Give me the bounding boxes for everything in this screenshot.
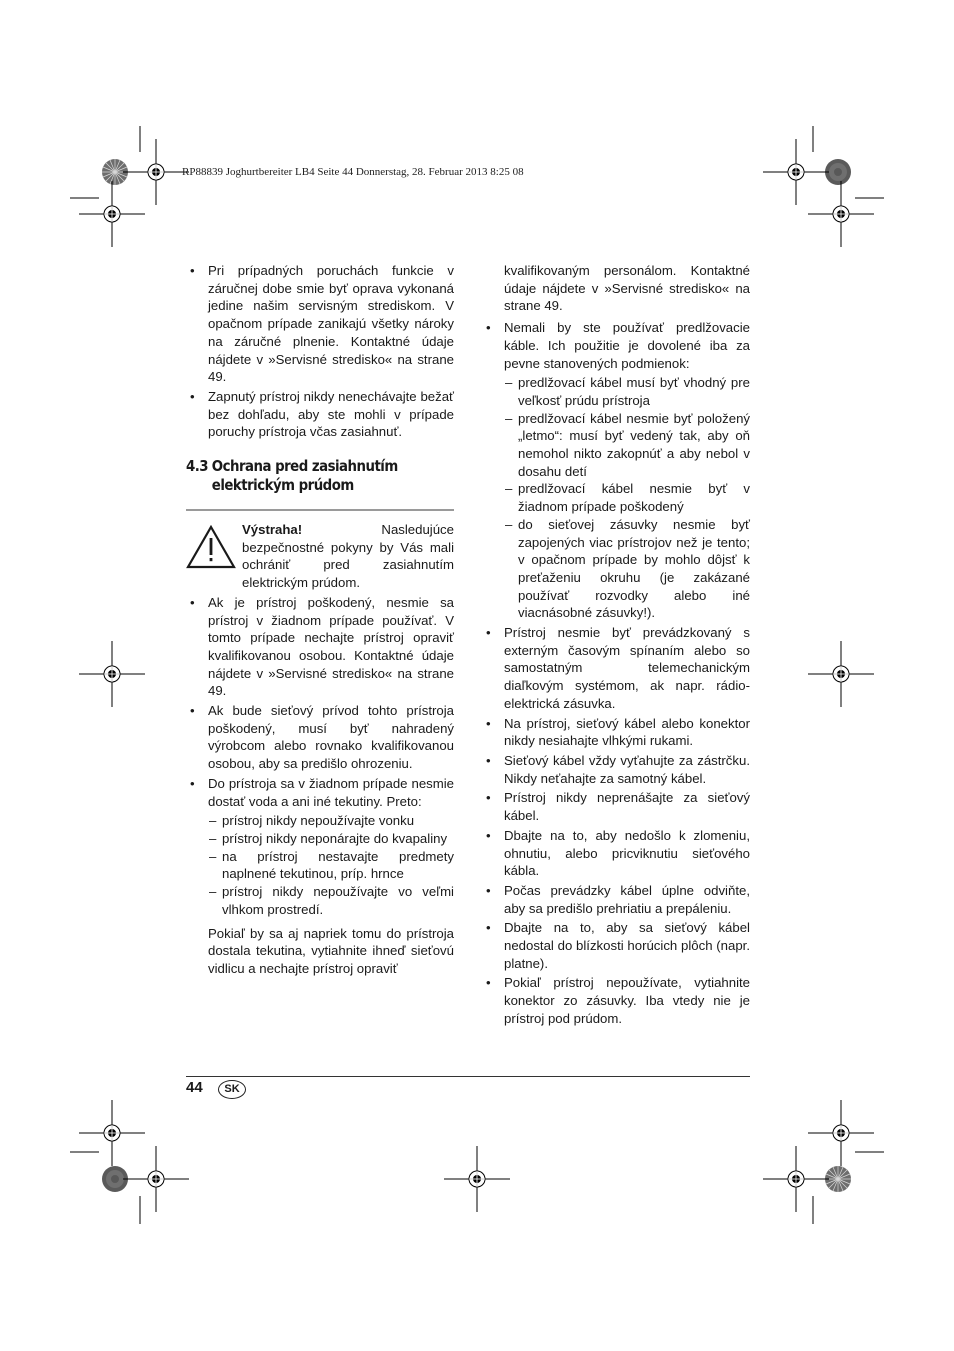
sub-list-item: – predlžovací kábel nesmie byť položený „letmo“: musí byť vedený tak, aby oň nemohol nikto zakopnúť a aby nebol v dosahu detí: [482, 410, 750, 481]
list-item: • Prístroj nikdy neprenášajte za sieťový kábel.: [482, 789, 750, 824]
list-item: • Počas prevádzky kábel úplne odviňte, aby sa predišlo prehriatiu a prepáleniu.: [482, 882, 750, 917]
right-column: [482, 262, 750, 1030]
list-item: • Prístroj nesmie byť prevádzkovaný s externým časovým spínaním alebo so samostatným telemechanickým diaľkovým systémom, ak napr. rádio-elektrická zásuvka.: [482, 624, 750, 713]
warning-box: [186, 521, 454, 592]
sub-list-item: – do sieťovej zásuvky nesmie byť zapojených viac prístrojov než je tento; v opačnom prípade by mohlo dôjsť k preťaženiu okruhu (je zakázané používať rozvodky alebo iné viacnásobné zásuvky!).: [482, 516, 750, 622]
sub-list-item: – prístroj nikdy nepoužívajte vo veľmi vlhkom prostredí.: [186, 883, 454, 918]
warning-text: Nasledujúce bezpečnostné pokyny by Vás mali ochrániť pred zasiahnutím elektrickým prúdom.: [242, 522, 454, 591]
section-title-line2: elektrickým prúdom: [211, 476, 354, 495]
closing-paragraph: Pokiaľ by sa aj napriek tomu do prístroja dostala tekutina, vytiahnite ihneď sieťovú vidlicu a nechajte prístroj opraviť: [208, 925, 454, 976]
section-heading: [186, 457, 416, 495]
list-item: • Dbajte na to, aby nedošlo k zlomeniu, ohnutiu, alebo pricviknutiu sieťového kábla.: [482, 827, 750, 880]
sub-list-item: – predlžovací kábel nesmie byť v žiadnom prípade poškodený: [482, 480, 750, 515]
continued-paragraph: kvalifikovaným personálom. Kontaktné údaje nájdete v »Servisné stredisko« na strane 49.: [504, 263, 750, 314]
sub-list-item: – prístroj nikdy neponárajte do kvapaliny: [186, 830, 454, 848]
section-number: 4.3: [186, 457, 209, 476]
list-item: • Pokiaľ prístroj nepoužívate, vytiahnite konektor zo zásuvky. Iba vtedy nie je prístroj pod prúdom.: [482, 974, 750, 1027]
list-item: • Ak bude sieťový prívod tohto prístroja poškodený, musí byť nahradený výrobcom alebo rovnako kvalifikovanou osobou, aby sa predišlo ohrozeniu.: [186, 702, 454, 773]
print-slug: RP88839 Joghurtbereiter LB4 Seite 44 Donnerstag, 28. Februar 2013 8:25 08: [182, 166, 524, 178]
list-item: • Zapnutý prístroj nikdy nenechávajte bežať bez dohľadu, aby ste mohli v prípade poruchy prístroja včas zasiahnuť.: [186, 388, 454, 441]
warning-title: Výstraha!: [242, 522, 303, 538]
list-item: • Dbajte na to, aby sa sieťový kábel nedostal do blízkosti horúcich plôch (napr. platne).: [482, 919, 750, 972]
list-item: • Nemali by ste používať predlžovacie káble. Ich použitie je dovolené iba za pevne stanovených podmienok:: [482, 319, 750, 372]
warning-triangle-icon: [186, 525, 236, 569]
footer-rule: [186, 1076, 750, 1077]
sub-list-item: – predlžovací kábel musí byť vhodný pre veľkosť prúdu prístroja: [482, 374, 750, 409]
sub-list-item: – prístroj nikdy nepoužívajte vonku: [186, 812, 454, 830]
list-item: • Sieťový kábel vždy vyťahujte za zástrčku. Nikdy neťahajte za samotný kábel.: [482, 752, 750, 787]
list-item: • Na prístroj, sieťový kábel alebo konektor nikdy nesiahajte vlhkými rukami.: [482, 715, 750, 750]
language-badge: SK: [218, 1080, 246, 1099]
page-number: 44: [186, 1079, 203, 1096]
list-item: • Do prístroja sa v žiadnom prípade nesmie dostať voda a ani iné tekutiny. Preto:: [186, 775, 454, 810]
section-title-line1: Ochrana pred zasiahnutím: [211, 457, 398, 476]
section-divider: [186, 509, 454, 511]
list-item: • Ak je prístroj poškodený, nesmie sa prístroj v žiadnom prípade používať. V tomto prípade nechajte prístroj opraviť kvalifikovanou osobou. Kontaktné údaje nájdete v »Servisné stredisko« na strane 49.: [186, 594, 454, 700]
left-column: [186, 262, 454, 978]
sub-list-item: – na prístroj nestavajte predmety naplnené tekutinou, príp. hrnce: [186, 848, 454, 883]
list-item: • Pri prípadných poruchách funkcie v záručnej dobe smie byť oprava vykonaná jedine našim servisným strediskom. V opačnom prípade zanikajú všetky nároky na záručné plnenie. Kontaktné údaje nájdete v »Servisné stredisko« na strane 49.: [186, 262, 454, 386]
